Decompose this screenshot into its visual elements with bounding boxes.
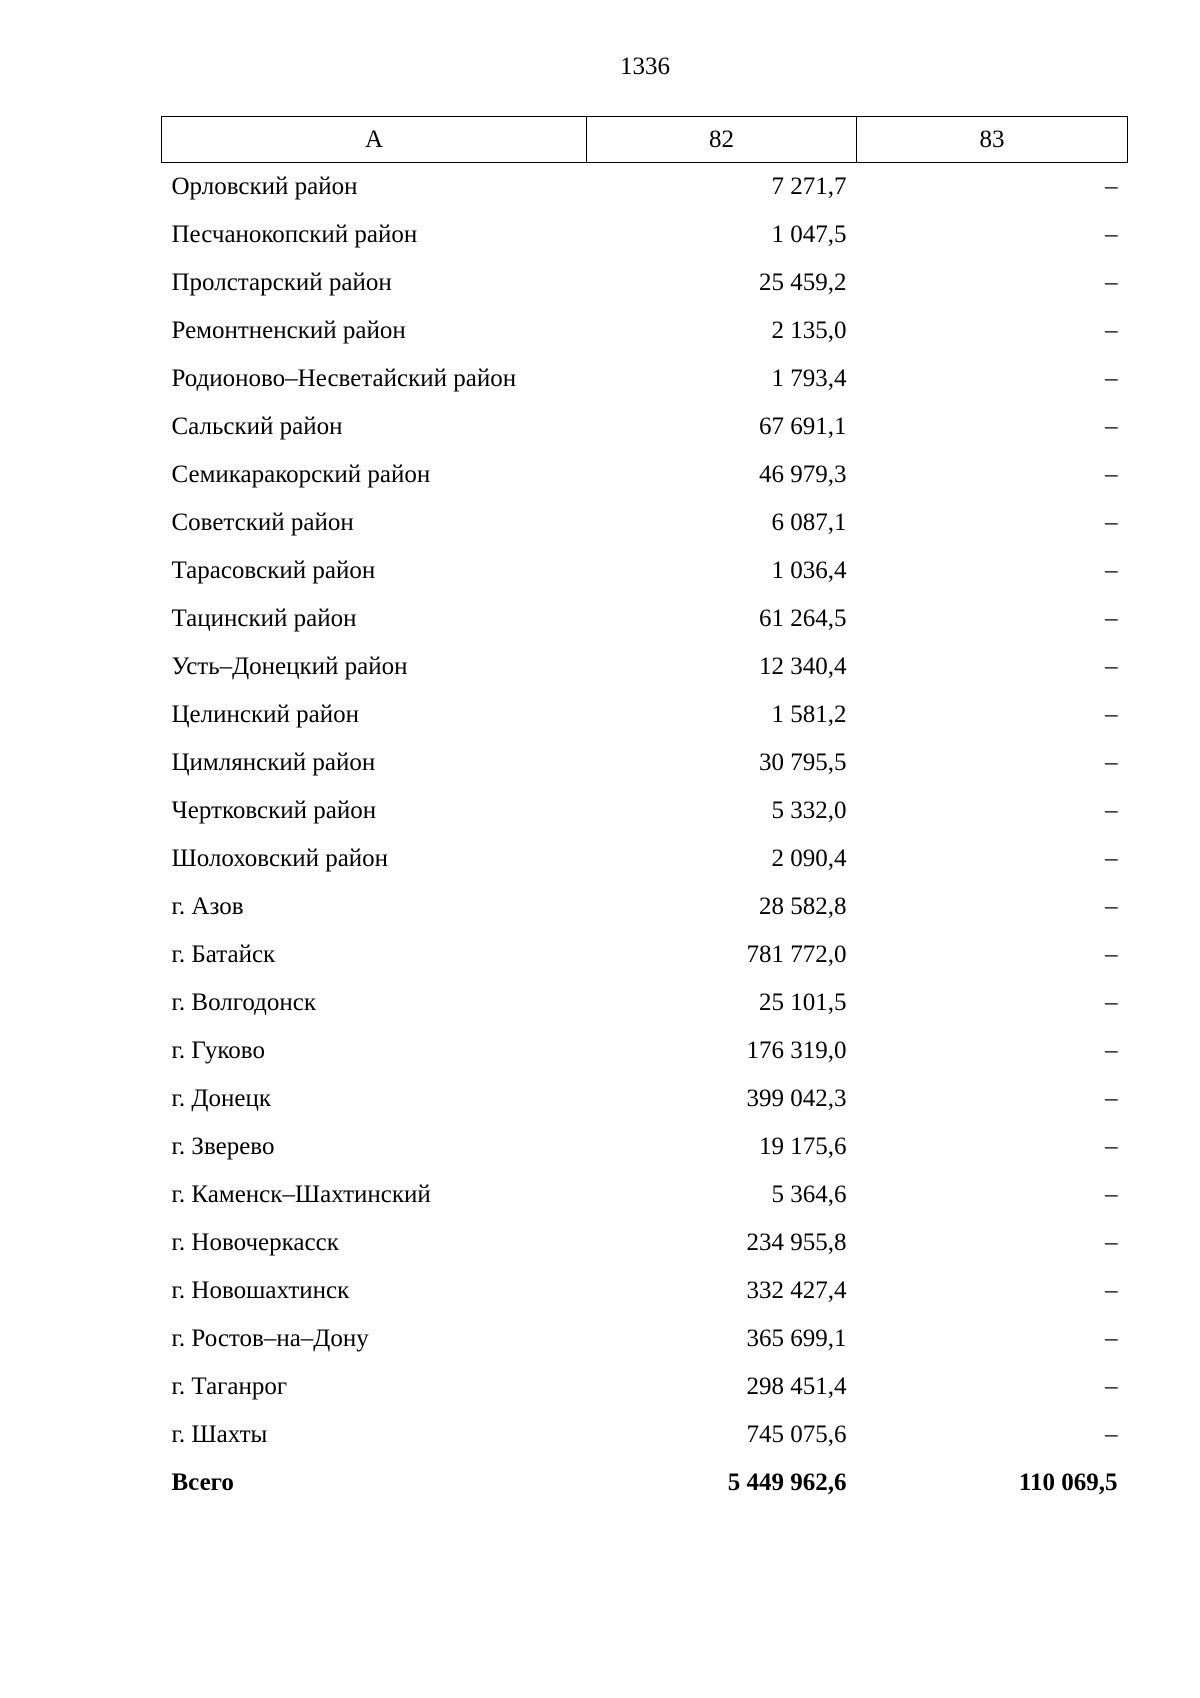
- row-value-83: –: [1105, 365, 1118, 392]
- table-row: [162, 1075, 1128, 1123]
- table-row: [162, 1363, 1128, 1411]
- table-row: [162, 691, 1128, 739]
- row-name: г. Гуково: [171, 1037, 265, 1064]
- row-name: г. Каменск–Шахтинский: [171, 1181, 431, 1208]
- row-value-83: –: [1105, 269, 1118, 296]
- table-row: [162, 451, 1128, 499]
- total-row: [162, 1459, 1128, 1507]
- table-row: [162, 163, 1128, 212]
- row-value-82: 1 047,5: [771, 221, 847, 248]
- row-value-82: 30 795,5: [759, 749, 847, 776]
- row-value-82: 28 582,8: [759, 893, 847, 920]
- row-value-83: –: [1105, 749, 1118, 776]
- row-name: Сальский район: [171, 413, 343, 440]
- row-value-82: 6 087,1: [771, 509, 847, 536]
- row-name: Чертковский район: [171, 797, 377, 824]
- row-value-83: –: [1105, 173, 1118, 200]
- row-value-82: 25 459,2: [759, 269, 847, 296]
- row-name: г. Шахты: [171, 1421, 268, 1448]
- row-name: Шолоховский район: [171, 845, 389, 872]
- row-value-82: 2 090,4: [771, 845, 847, 872]
- row-value-83: –: [1105, 221, 1118, 248]
- row-value-83: –: [1105, 701, 1118, 728]
- row-value-82: 12 340,4: [759, 653, 847, 680]
- row-name: г. Таганрог: [171, 1373, 288, 1400]
- row-value-82: 5 364,6: [771, 1181, 847, 1208]
- page-number: 1336: [620, 53, 670, 80]
- row-value-83: –: [1105, 893, 1118, 920]
- row-name: г. Новочеркасск: [171, 1229, 339, 1256]
- total-label: Всего: [171, 1469, 234, 1496]
- table-row: [162, 1171, 1128, 1219]
- row-name: Семикаракорский район: [171, 461, 431, 488]
- row-name: Пролстарский район: [171, 269, 392, 296]
- row-value-83: –: [1105, 797, 1118, 824]
- row-name: Родионово–Несветайский район: [171, 365, 517, 392]
- row-value-83: –: [1105, 1085, 1118, 1112]
- row-name: Цимлянский район: [171, 749, 376, 776]
- table-row: [162, 547, 1128, 595]
- row-name: Тацинский район: [171, 605, 357, 632]
- row-value-82: 176 319,0: [746, 1037, 847, 1064]
- row-value-82: 46 979,3: [759, 461, 847, 488]
- header-column-83: 83: [857, 117, 1128, 163]
- table-row: [162, 787, 1128, 835]
- table-row: [162, 1027, 1128, 1075]
- table-row: [162, 595, 1128, 643]
- row-name: г. Ростов–на–Дону: [171, 1325, 369, 1352]
- row-name: Советский район: [171, 509, 354, 536]
- table-row: [162, 307, 1128, 355]
- row-value-82: 1 036,4: [771, 557, 847, 584]
- row-name: г. Батайск: [171, 941, 276, 968]
- header-row: [162, 117, 1128, 163]
- row-name: Орловский район: [171, 173, 358, 200]
- row-value-82: 1 793,4: [771, 365, 847, 392]
- row-value-83: –: [1105, 1037, 1118, 1064]
- row-value-83: –: [1105, 1421, 1118, 1448]
- row-name: г. Азов: [171, 893, 244, 920]
- row-value-82: 781 772,0: [746, 941, 847, 968]
- row-value-82: 298 451,4: [746, 1373, 847, 1400]
- table-body: [162, 163, 1128, 1508]
- table-row: [162, 979, 1128, 1027]
- total-value-83: 110 069,5: [1018, 1469, 1118, 1496]
- row-value-83: –: [1105, 1277, 1118, 1304]
- row-value-82: 2 135,0: [771, 317, 847, 344]
- table-row: [162, 1411, 1128, 1459]
- table-row: [162, 835, 1128, 883]
- row-value-83: –: [1105, 1373, 1118, 1400]
- row-value-83: –: [1105, 1325, 1118, 1352]
- header-column-82: 82: [587, 117, 857, 163]
- table-row: [162, 259, 1128, 307]
- row-value-83: –: [1105, 1133, 1118, 1160]
- row-value-83: –: [1105, 653, 1118, 680]
- row-value-82: 332 427,4: [746, 1277, 847, 1304]
- row-value-83: –: [1105, 989, 1118, 1016]
- table-row: [162, 1315, 1128, 1363]
- row-value-83: –: [1105, 1181, 1118, 1208]
- row-value-83: –: [1105, 845, 1118, 872]
- row-value-82: 365 699,1: [746, 1325, 847, 1352]
- row-value-82: 745 075,6: [746, 1421, 847, 1448]
- row-name: Целинский район: [171, 701, 359, 728]
- row-value-82: 1 581,2: [771, 701, 847, 728]
- row-value-82: 7 271,7: [771, 173, 847, 200]
- table-row: [162, 643, 1128, 691]
- table-row: [162, 1267, 1128, 1315]
- total-value-82: 5 449 962,6: [727, 1469, 847, 1496]
- row-value-82: 5 332,0: [771, 797, 847, 824]
- table-row: [162, 883, 1128, 931]
- table-row: [162, 403, 1128, 451]
- row-name: г. Волгодонск: [171, 989, 317, 1016]
- row-value-83: –: [1105, 509, 1118, 536]
- row-name: г. Зверево: [171, 1133, 275, 1160]
- row-value-82: 399 042,3: [746, 1085, 847, 1112]
- row-value-83: –: [1105, 1229, 1118, 1256]
- row-value-83: –: [1105, 461, 1118, 488]
- row-value-83: –: [1105, 413, 1118, 440]
- table-row: [162, 1219, 1128, 1267]
- row-value-82: 25 101,5: [759, 989, 847, 1016]
- table-row: [162, 931, 1128, 979]
- row-name: Песчанокопский район: [171, 221, 418, 248]
- row-value-83: –: [1105, 557, 1118, 584]
- row-value-82: 19 175,6: [759, 1133, 847, 1160]
- row-value-82: 61 264,5: [759, 605, 847, 632]
- row-value-83: –: [1105, 317, 1118, 344]
- budget-table: [161, 116, 1128, 1507]
- table-row: [162, 1123, 1128, 1171]
- row-value-83: –: [1105, 605, 1118, 632]
- row-value-82: 67 691,1: [759, 413, 847, 440]
- table-row: [162, 499, 1128, 547]
- table-row: [162, 739, 1128, 787]
- row-name: Тарасовский район: [171, 557, 376, 584]
- row-name: Усть–Донецкий район: [171, 653, 408, 680]
- row-name: г. Новошахтинск: [171, 1277, 350, 1304]
- row-value-83: –: [1105, 941, 1118, 968]
- header-column-a: А: [162, 117, 587, 163]
- table-row: [162, 211, 1128, 259]
- table-header: [162, 117, 1128, 163]
- row-name: г. Донецк: [171, 1085, 271, 1112]
- row-name: Ремонтненский район: [171, 317, 406, 344]
- row-value-82: 234 955,8: [746, 1229, 847, 1256]
- table-row: [162, 355, 1128, 403]
